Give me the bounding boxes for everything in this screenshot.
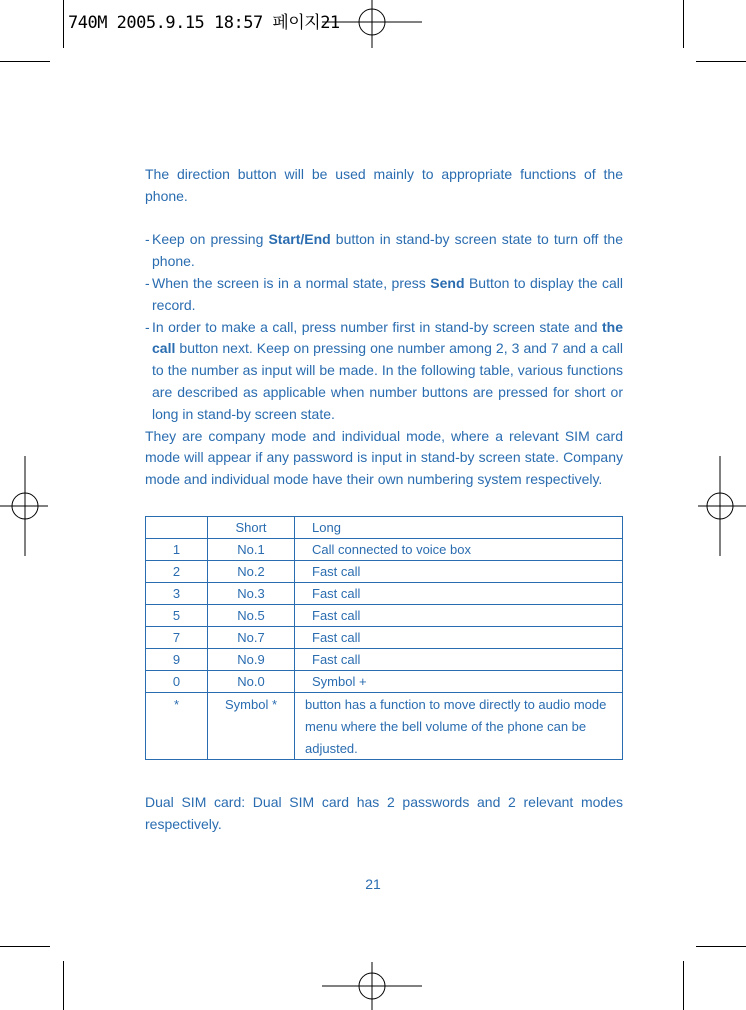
short-cell: No.1	[208, 539, 295, 561]
short-cell: Symbol *	[208, 693, 295, 760]
short-cell: No.2	[208, 561, 295, 583]
print-slug: 740M 2005.9.15 18:57 페이지21	[68, 13, 340, 33]
key-cell: 9	[146, 649, 208, 671]
key-cell: *	[146, 693, 208, 760]
intro-paragraph: The direction button will be used mainly to appropriate functions of the phone.	[145, 166, 623, 204]
registration-mark-left-icon	[0, 456, 48, 556]
key-cell: 5	[146, 605, 208, 627]
header-cell: Long	[295, 517, 623, 539]
table-row	[146, 561, 623, 583]
long-cell: Symbol +	[295, 671, 623, 693]
crop-mark-bottom-right-h	[696, 946, 746, 947]
long-cell: button has a function to move directly to audio mode menu where the bell volume of the phone can be adjusted.	[295, 693, 623, 760]
bullet-make-call: - In order to make a call, press number first in stand-by screen state and the call button next. Keep on pressing one number among 2, 3 and 7 and a call to the number as input will be made. In the following table, various functions are described as applicable when number buttons are pressed for short or long in stand-by screen state.	[145, 318, 623, 422]
key-cell: 0	[146, 671, 208, 693]
long-cell: Call connected to voice box	[295, 539, 623, 561]
table-row	[146, 627, 623, 649]
header-cell	[146, 517, 208, 539]
key-cell: 7	[146, 627, 208, 649]
table-row	[146, 583, 623, 605]
bullet-send: - When the screen is in a normal state, press Send Button to display the call record.	[145, 274, 623, 313]
registration-mark-bottom-icon	[322, 962, 422, 1010]
table-row	[146, 649, 623, 671]
key-cell: 3	[146, 583, 208, 605]
crop-mark-bottom-left-h	[0, 946, 50, 947]
long-cell: Fast call	[295, 627, 623, 649]
body-text	[145, 164, 623, 491]
crop-mark-top-right-h	[696, 61, 746, 62]
table-row	[146, 693, 623, 760]
key-cell: 1	[146, 539, 208, 561]
crop-mark-top-left-v	[63, 0, 64, 48]
function-table	[145, 516, 623, 760]
long-cell: Fast call	[295, 583, 623, 605]
long-cell: Fast call	[295, 649, 623, 671]
page-number: 21	[365, 876, 381, 892]
header-cell: Short	[208, 517, 295, 539]
table-header-row	[146, 517, 623, 539]
table-row	[146, 605, 623, 627]
table-row	[146, 671, 623, 693]
bullet-start-end: - Keep on pressing Start/End button in stand-by screen state to turn off the phone.	[145, 231, 623, 270]
short-cell: No.7	[208, 627, 295, 649]
registration-mark-right-icon	[698, 456, 746, 556]
modes-paragraph: They are company mode and individual mode, where a relevant SIM card mode will appear if any password is input in stand-by screen state. Company mode and individual mode have their own numbering system respectively.	[145, 427, 623, 488]
crop-mark-top-left-h	[0, 61, 50, 62]
crop-mark-bottom-right-v	[683, 961, 684, 1010]
table-row	[146, 539, 623, 561]
crop-mark-bottom-left-v	[63, 961, 64, 1010]
short-cell: No.3	[208, 583, 295, 605]
registration-mark-top-icon	[322, 0, 422, 48]
dual-sim-paragraph: Dual SIM card: Dual SIM card has 2 passwords and 2 relevant modes respectively.	[145, 794, 623, 832]
short-cell: No.0	[208, 671, 295, 693]
short-cell: No.5	[208, 605, 295, 627]
short-cell: No.9	[208, 649, 295, 671]
long-cell: Fast call	[295, 561, 623, 583]
long-cell: Fast call	[295, 605, 623, 627]
key-cell: 2	[146, 561, 208, 583]
crop-mark-top-right-v	[683, 0, 684, 48]
